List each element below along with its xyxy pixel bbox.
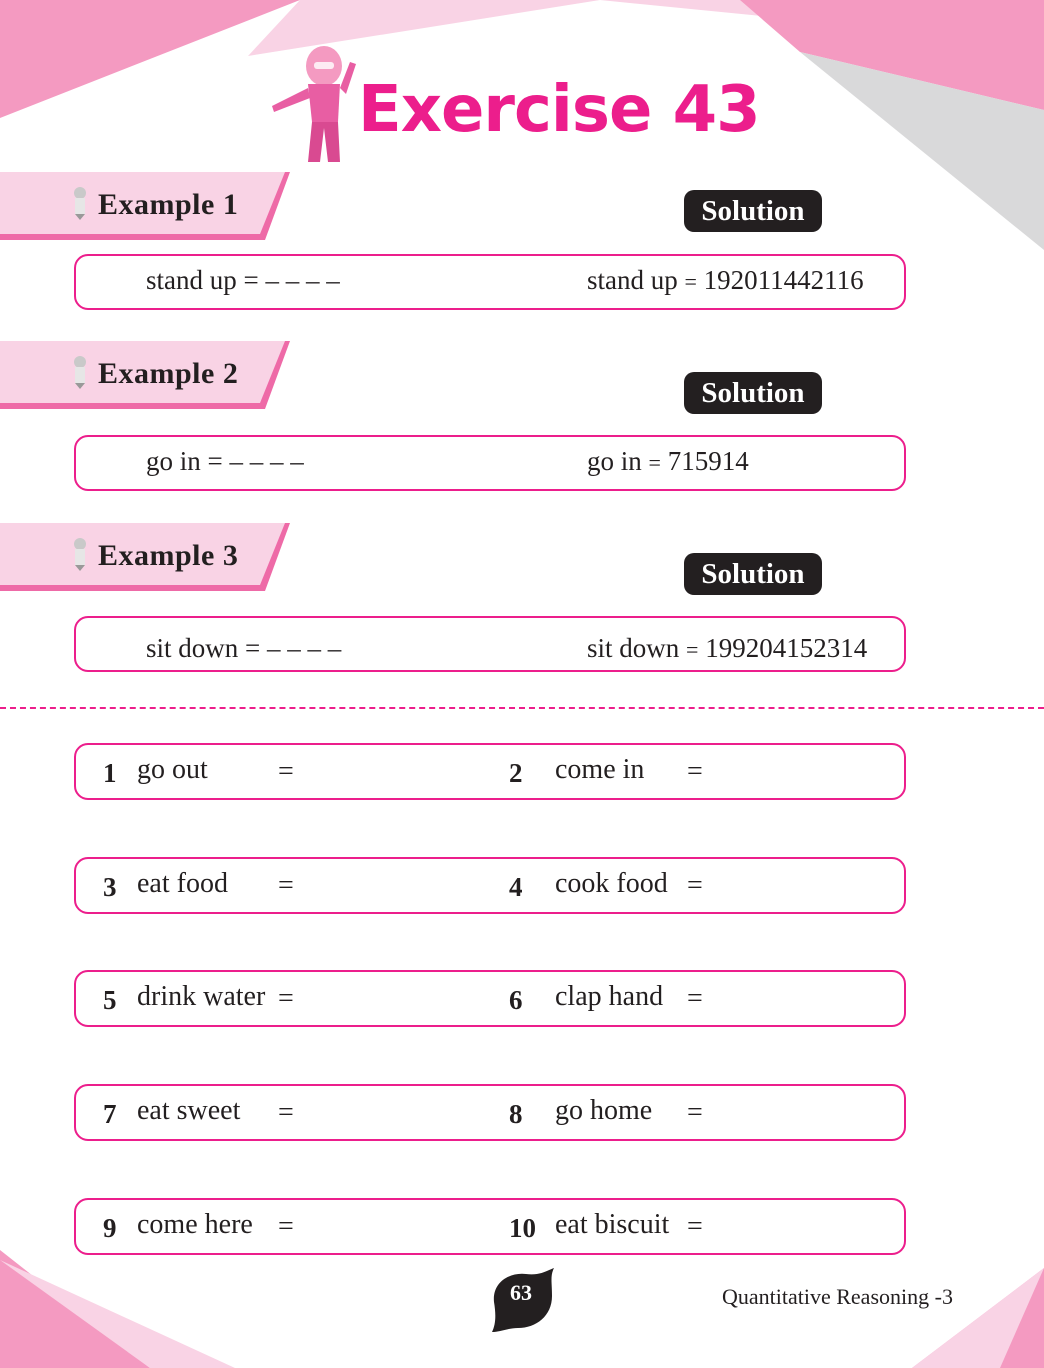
example-2-answer-code: 715914	[667, 446, 749, 476]
example-2-answer-word: go in	[587, 446, 642, 476]
pencil-icon	[66, 537, 90, 571]
example-3-answer-eq: =	[686, 637, 699, 662]
example-2-answer	[587, 446, 749, 477]
question-2-number: 2	[509, 758, 523, 788]
example-3-answer	[587, 633, 867, 664]
pencil-icon	[66, 355, 90, 389]
question-5-eq: =	[278, 983, 294, 1014]
example-1-answer-eq: =	[684, 269, 697, 294]
question-3-text: eat food	[137, 868, 228, 899]
question-6-text: clap hand	[555, 981, 664, 1012]
question-5-number: 5	[103, 985, 117, 1015]
question-10-text: eat biscuit	[555, 1209, 670, 1240]
example-3-question: sit down = – – – –	[146, 633, 342, 663]
question-10-number: 10	[509, 1213, 536, 1243]
question-2-eq: =	[687, 756, 703, 787]
question-8-number: 8	[509, 1099, 523, 1129]
question-4-text: cook food	[555, 868, 668, 899]
question-7-text: eat sweet	[137, 1095, 241, 1126]
question-3-number: 3	[103, 872, 117, 902]
question-6-eq: =	[687, 983, 703, 1014]
question-3-eq: =	[278, 870, 294, 901]
mascot-girl-icon	[268, 44, 358, 168]
book-title: Quantitative Reasoning -3	[722, 1284, 953, 1309]
question-9-number: 9	[103, 1213, 117, 1243]
question-10-eq: =	[687, 1211, 703, 1242]
example-3-solution-badge: Solution	[684, 553, 822, 595]
example-2-label: Example 2	[98, 357, 239, 390]
example-1-label: Example 1	[98, 188, 239, 221]
example-1-answer-code: 192011442116	[703, 265, 864, 295]
example-3-label: Example 3	[98, 539, 239, 572]
page-number: 63	[510, 1280, 532, 1305]
dashed-divider	[0, 707, 1044, 709]
question-7-number: 7	[103, 1099, 117, 1129]
question-1-eq: =	[278, 756, 294, 787]
question-9-text: come here	[137, 1209, 253, 1240]
example-1-answer	[587, 265, 864, 296]
example-2-question: go in = – – – –	[146, 446, 304, 476]
question-9-eq: =	[278, 1211, 294, 1242]
question-7-eq: =	[278, 1097, 294, 1128]
question-5-text: drink water	[137, 981, 266, 1012]
question-6-number: 6	[509, 985, 523, 1015]
question-1-number: 1	[103, 758, 117, 788]
example-3-answer-code: 199204152314	[705, 633, 868, 663]
question-8-eq: =	[687, 1097, 703, 1128]
pencil-icon	[66, 186, 90, 220]
example-2-solution-badge: Solution	[684, 372, 822, 414]
example-1-answer-word: stand up	[587, 265, 678, 295]
example-3-answer-word: sit down	[587, 633, 680, 663]
question-8-text: go home	[555, 1095, 653, 1126]
question-2-text: come in	[555, 754, 645, 785]
question-1-text: go out	[137, 754, 208, 785]
example-1-question: stand up = – – – –	[146, 265, 340, 295]
example-1-solution-badge: Solution	[684, 190, 822, 232]
question-4-eq: =	[687, 870, 703, 901]
page-title: Exercise 43	[358, 73, 760, 147]
question-4-number: 4	[509, 872, 523, 902]
example-2-answer-eq: =	[648, 450, 661, 475]
